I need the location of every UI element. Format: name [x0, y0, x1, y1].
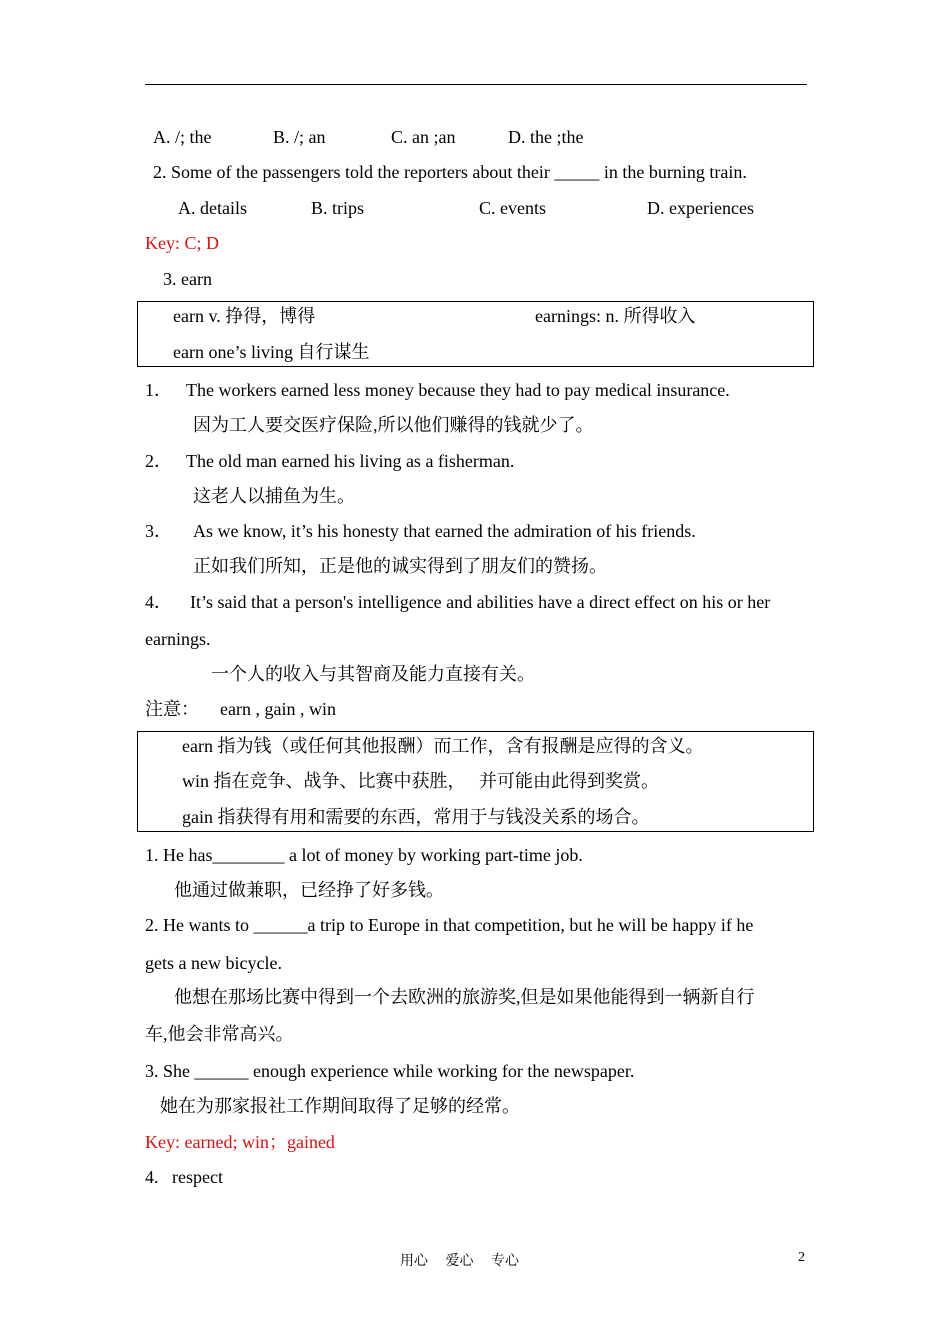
usage-win: win 指在竞争、战争、比赛中获胜， 并可能由此得到奖赏。	[182, 771, 659, 791]
earn-living-definition: earn one’s living 自行谋生	[173, 342, 370, 362]
earn-heading: 3. earn	[163, 269, 212, 289]
respect-heading: 4. respect	[145, 1167, 223, 1187]
header-rule	[145, 84, 807, 85]
example-1-chinese: 因为工人要交医疗保险,所以他们赚得的钱就少了。	[193, 415, 594, 435]
q1-option-b: B. /; an	[273, 127, 326, 147]
example-4-number: 4．	[145, 592, 172, 612]
example-4-english: It’s said that a person's intelligence and abilities have a direct effect on his or her	[190, 592, 771, 612]
exercise-2-chinese: 他想在那场比赛中得到一个去欧洲的旅游奖,但是如果他能得到一辆新自行	[174, 987, 755, 1007]
q1-option-d: D. the ;the	[508, 127, 584, 147]
answer-key-1: Key: C; D	[145, 233, 219, 253]
example-3-number: 3．	[145, 521, 172, 541]
footer-motto: 用心 爱心 专心	[400, 1254, 519, 1269]
example-2-chinese: 这老人以捕鱼为生。	[193, 486, 355, 506]
example-2-number: 2．	[145, 451, 172, 471]
exercise-3-english: 3. She ______ enough experience while working for the newspaper.	[145, 1061, 635, 1081]
q2-stem: 2. Some of the passengers told the reporters about their _____ in the burning train.	[153, 162, 747, 182]
example-2-english: The old man earned his living as a fisherman.	[186, 451, 515, 471]
example-3-chinese: 正如我们所知，正是他的诚实得到了朋友们的赞扬。	[193, 556, 607, 576]
q2-option-c: C. events	[479, 198, 546, 218]
q2-option-b: B. trips	[311, 198, 365, 218]
example-4-chinese: 一个人的收入与其智商及能力直接有关。	[211, 664, 535, 684]
q1-option-c: C. an ;an	[391, 127, 456, 147]
q2-option-a: A. details	[178, 198, 247, 218]
q1-option-a: A. /; the	[153, 127, 212, 147]
exercise-1-english: 1. He has________ a lot of money by working part-time job.	[145, 845, 583, 865]
example-1-english: The workers earned less money because they had to pay medical insurance.	[186, 380, 730, 400]
q2-option-d: D. experiences	[647, 198, 754, 218]
example-4-english-cont: earnings.	[145, 629, 211, 649]
earnings-definition: earnings: n. 所得收入	[535, 306, 696, 326]
earn-verb-definition: earn v. 挣得，博得	[173, 306, 316, 326]
exercise-2-chinese-cont: 车,他会非常高兴。	[145, 1024, 294, 1044]
exercise-2-english: 2. He wants to ______a trip to Europe in that competition, but he will be happy if he	[145, 915, 754, 935]
usage-gain: gain 指获得有用和需要的东西，常用于与钱没关系的场合。	[182, 807, 650, 827]
note-words: earn , gain , win	[220, 699, 336, 719]
answer-key-2: Key: earned; win；gained	[145, 1132, 335, 1152]
exercise-3-chinese: 她在为那家报社工作期间取得了足够的经常。	[160, 1096, 520, 1116]
exercise-1-chinese: 他通过做兼职，已经挣了好多钱。	[174, 880, 444, 900]
example-3-english: As we know, it’s his honesty that earned the admiration of his friends.	[193, 521, 696, 541]
example-1-number: 1．	[145, 380, 172, 400]
usage-earn: earn 指为钱（或任何其他报酬）而工作，含有报酬是应得的含义。	[182, 736, 704, 756]
page-number: 2	[798, 1250, 805, 1265]
note-label: 注意：	[145, 699, 199, 719]
exercise-2-english-cont: gets a new bicycle.	[145, 953, 282, 973]
